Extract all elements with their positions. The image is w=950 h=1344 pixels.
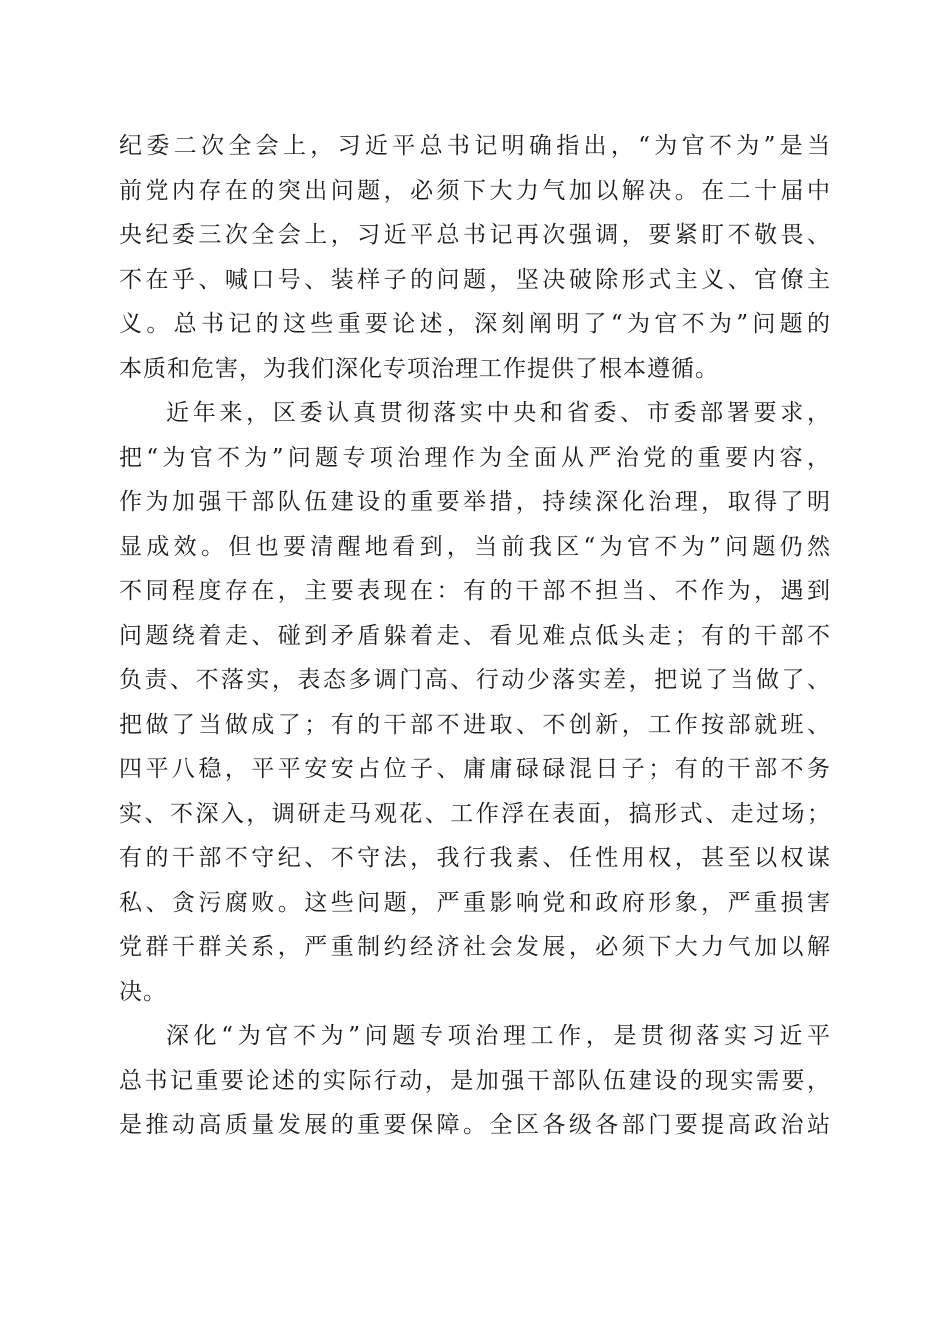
text-line: 党群干群关系，严重制约经济社会发展，必须下大力气加以解 bbox=[119, 934, 831, 960]
text-line: 总书记重要论述的实际行动，是加强干部队伍建设的现实需要， bbox=[119, 1067, 831, 1094]
text-line: 本质和危害，为我们深化专项治理工作提供了根本遵循。 bbox=[119, 355, 719, 382]
text-line: 显成效。但也要清醒地看到，当前我区“为官不为”问题仍然 bbox=[119, 533, 831, 560]
text-line: 实、不深入，调研走马观花、工作浮在表面，搞形式、走过场； bbox=[119, 800, 831, 827]
text-line: 前党内存在的突出问题，必须下大力气加以解决。在二十届中 bbox=[119, 177, 831, 204]
paragraph bbox=[119, 1014, 831, 1148]
text-line: 有的干部不守纪、不守法，我行我素、任性用权，甚至以权谋 bbox=[119, 845, 831, 871]
text-line: 近年来，区委认真贯彻落实中央和省委、市委部署要求， bbox=[166, 400, 831, 426]
text-line: 作为加强干部队伍建设的重要举措，持续深化治理，取得了明 bbox=[119, 489, 831, 515]
text-line: 问题绕着走、碰到矛盾躲着走、看见难点低头走；有的干部不 bbox=[119, 622, 831, 649]
text-line: 不在乎、喊口号、装样子的问题，坚决破除形式主义、官僚主 bbox=[119, 266, 831, 293]
paragraph bbox=[119, 124, 831, 391]
paragraph bbox=[119, 391, 831, 1014]
text-line: 义。总书记的这些重要论述，深刻阐明了“为官不为”问题的 bbox=[119, 311, 831, 337]
text-line: 负责、不落实，表态多调门高、行动少落实差，把说了当做了、 bbox=[119, 667, 831, 693]
text-line: 深化“为官不为”问题专项治理工作，是贯彻落实习近平 bbox=[166, 1023, 831, 1049]
text-line: 央纪委三次全会上，习近平总书记再次强调，要紧盯不敬畏、 bbox=[119, 222, 831, 248]
text-line: 是推动高质量发展的重要保障。全区各级各部门要提高政治站 bbox=[119, 1112, 831, 1138]
text-line: 决。 bbox=[119, 978, 167, 1005]
document-body bbox=[119, 124, 831, 1148]
text-line: 四平八稳，平平安安占位子、庸庸碌碌混日子；有的干部不务 bbox=[119, 756, 831, 782]
text-line: 不同程度存在，主要表现在：有的干部不担当、不作为，遇到 bbox=[119, 578, 831, 604]
text-line: 把“为官不为”问题专项治理作为全面从严治党的重要内容， bbox=[119, 444, 831, 471]
text-line: 把做了当做成了；有的干部不进取、不创新，工作按部就班、 bbox=[119, 711, 831, 738]
text-line: 私、贪污腐败。这些问题，严重影响党和政府形象，严重损害 bbox=[119, 889, 831, 916]
text-line: 纪委二次全会上，习近平总书记明确指出，“为官不为”是当 bbox=[119, 133, 831, 159]
